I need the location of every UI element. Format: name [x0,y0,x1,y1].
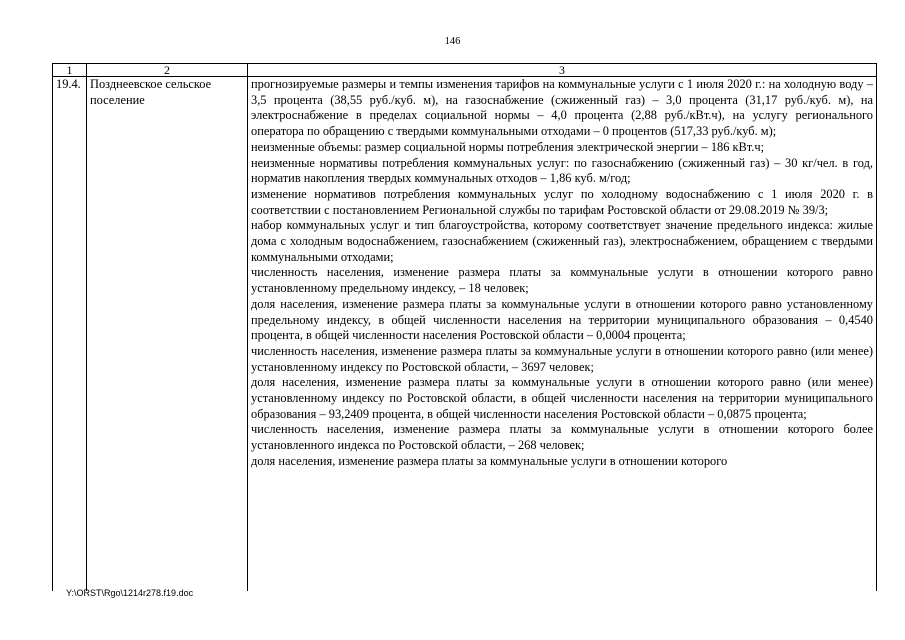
paragraph-service-set: набор коммунальных услуг и тип благоустройства, которому соответствует значение предельного индекса: жилые дома с холодным водоснабжением, газоснабжением (сжиженный газ), электроснабжением, обращением с твердыми коммунальными отходами; [251,218,873,264]
row-number-cell [53,77,87,592]
paragraph-population-less: численность населения, изменение размера платы за коммунальные услуги в отношении которого равно (или менее) установленному индексу по Ростовской области, – 3697 человек; [251,343,873,374]
paragraph-share-less: доля населения, изменение размера платы за коммунальные услуги в отношении которого равно (или менее) установленному индексу по Ростовской области, в общей численности населения на территории муниципального образования – 93,2409 процента, в общей численности населения Ростовской области – 0,0875 процента; [251,375,873,421]
page-number: 146 [444,36,461,47]
paragraph-population-more: численность населения, изменение размера платы за коммунальные услуги в отношении которого более установленного индекса по Ростовской области, – 268 человек; [251,422,873,453]
table-header-row [53,64,877,77]
document-table [52,63,877,591]
description-cell [248,77,877,592]
column-header-1: 1 [53,64,87,77]
paragraph-share-more: доля населения, изменение размера платы за коммунальные услуги в отношении которого [251,453,728,468]
paragraph-population-equal: численность населения, изменение размера платы за коммунальные услуги в отношении которого равно установленному предельному индексу, – 18 человек; [251,265,873,296]
file-path-footer: Y:\ORST\Rgo\1214r278.f19.doc [66,588,194,598]
paragraph-share-equal: доля населения, изменение размера платы за коммунальные услуги в отношении которого равно установленному предельному индексу, в общей численности населения на территории муниципального образования – 0,4540 процента, в общей численности населения Ростовской области – 0,0004 процента; [251,296,873,343]
column-header-3: 3 [248,64,877,77]
column-header-2: 2 [87,64,248,77]
paragraph-volumes: неизменные объемы: размер социальной нормы потребления электрической энергии – 186 кВт.ч; [251,139,765,154]
table-row [53,77,877,592]
paragraph-tariffs: прогнозируемые размеры и темпы изменения тарифов на коммунальные услуги с 1 июля 2020 г.: на холодную воду – 3,5 процента (38,55 руб./куб. м), на газоснабжение (сжиженный газ) – 3,0 процента (31,17 руб./куб. м), на электроснабжение в пределах социальной нормы – 4,0 процента (2,88 руб./кВт.ч), на услугу регионального оператора по обращению с твердыми коммунальными отходами – 0 процентов (517,33 руб./куб. м); [251,77,873,139]
row-number: 19.4. [56,77,81,91]
settlement-name: Позднеевское сельское поселение [90,77,212,107]
paragraph-norms: неизменные нормативы потребления коммунальных услуг: по газоснабжению (сжиженный газ) – 30 кг/чел. в год, норматив накопления твердых коммунальных отходов – 1,86 куб. м/год; [251,155,873,186]
paragraph-norm-changes: изменение нормативов потребления коммунальных услуг по холодному водоснабжению с 1 июля 2020 г. в соответствии с постановлением Региональной службы по тарифам Ростовской области от 29.08.2019 № 39/3; [251,186,873,217]
description-text [251,77,873,591]
settlement-name-cell [87,77,248,592]
